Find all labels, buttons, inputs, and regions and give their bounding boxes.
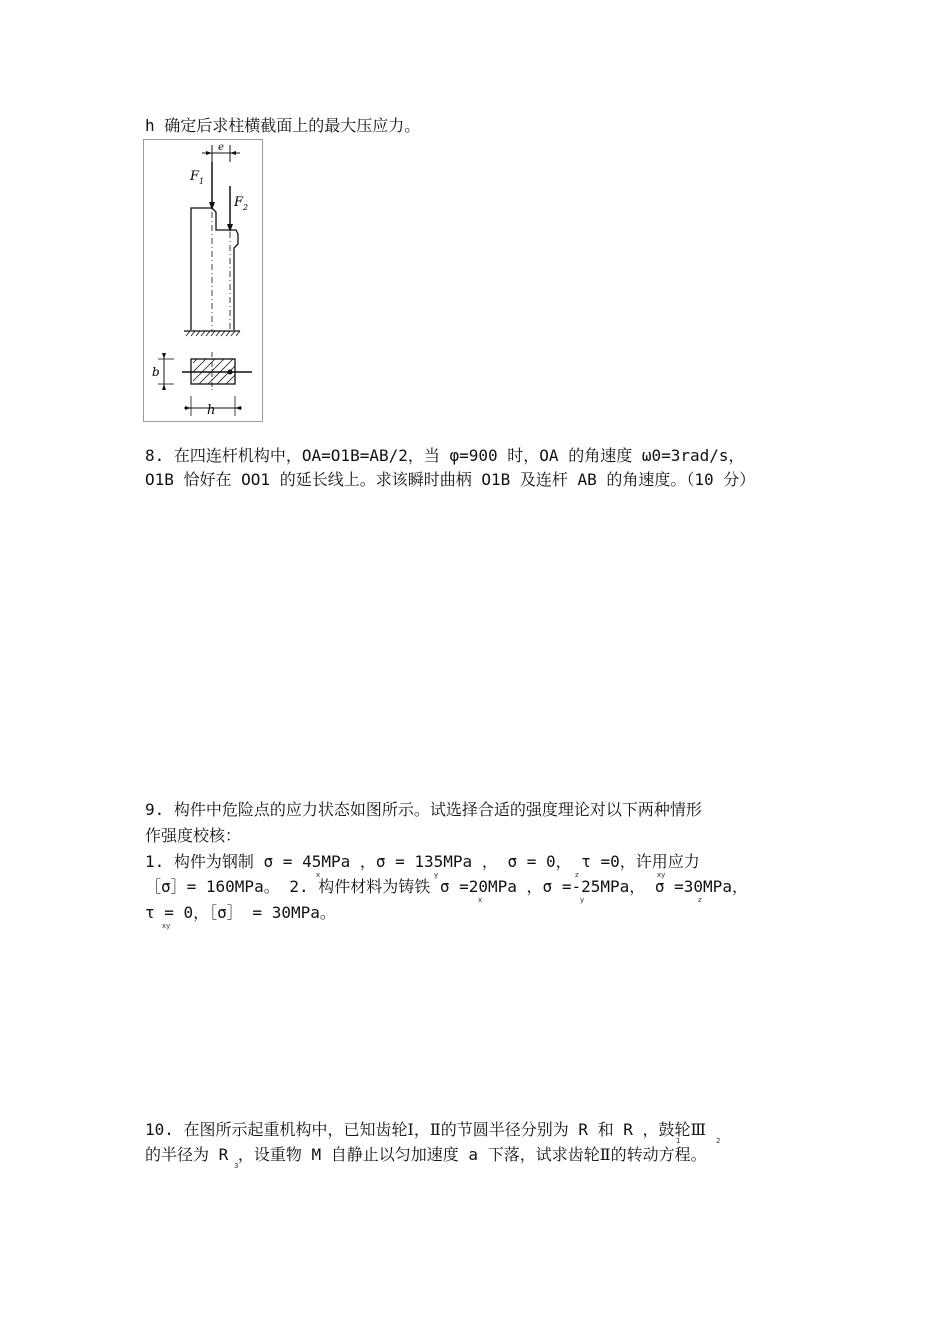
problem-9-line-4: ［σ］= 160MPa。 2. 构件材料为铸铁 σ =20MPa ，σ =-25MPa， σ =30MPa，	[145, 877, 748, 896]
force-f1-index: 1	[199, 177, 205, 186]
problem-9-line-2: 作强度校核：	[145, 826, 242, 845]
force-f1-label: F	[190, 169, 200, 184]
force-f2-label: F	[234, 195, 244, 210]
problem-9-line-1: 9. 构件中危险点的应力状态如图所示。试选择合适的强度理论对以下两种情形	[145, 800, 702, 819]
subscript: 1	[676, 1137, 681, 1145]
problem-10-line-1: 10. 在图所示起重机构中，已知齿轮Ⅰ，Ⅱ的节圆半径分别为 R 和 R ，鼓轮Ⅲ	[145, 1120, 706, 1139]
line-h-intro: h 确定后求柱横截面上的最大压应力。	[145, 116, 421, 135]
problem-9-line-3: 1. 构件为钢制 σ = 45MPa ，σ = 135MPa ， σ = 0， τ =0，许用应力	[145, 852, 700, 871]
subscript: xy	[162, 922, 171, 930]
subscript: 3	[234, 1162, 239, 1170]
subscript: 2	[716, 1137, 721, 1145]
problem-9-line-5: τ = 0，［σ］ = 30MPa。	[145, 903, 336, 922]
subscript: xy	[657, 871, 666, 879]
subscript: z	[575, 871, 579, 879]
problem-8-line-1: 8. 在四连杆机构中，OA=O1B=AB/2，当 φ=900 时，OA 的角速度 ω0=3rad/s，	[145, 446, 745, 465]
subscript: x	[316, 871, 321, 879]
subscript: x	[478, 896, 483, 904]
column-diagram	[144, 140, 262, 421]
force-f2-index: 2	[243, 203, 249, 212]
column-figure	[143, 139, 263, 422]
dim-e-label: e	[218, 142, 224, 153]
subscript: z	[698, 896, 702, 904]
subscript: y	[434, 871, 439, 879]
dim-b-label: b	[152, 365, 160, 379]
dim-h-label: h	[207, 403, 216, 418]
problem-10-line-2: 的半径为 R ，设重物 M 自静止以匀加速度 a 下落，试求齿轮Ⅱ的转动方程。	[145, 1145, 707, 1164]
problem-8-line-2: O1B 恰好在 OO1 的延长线上。求该瞬时曲柄 O1B 及连杆 AB 的角速度。（10 分）	[145, 470, 756, 489]
subscript: y	[580, 896, 585, 904]
